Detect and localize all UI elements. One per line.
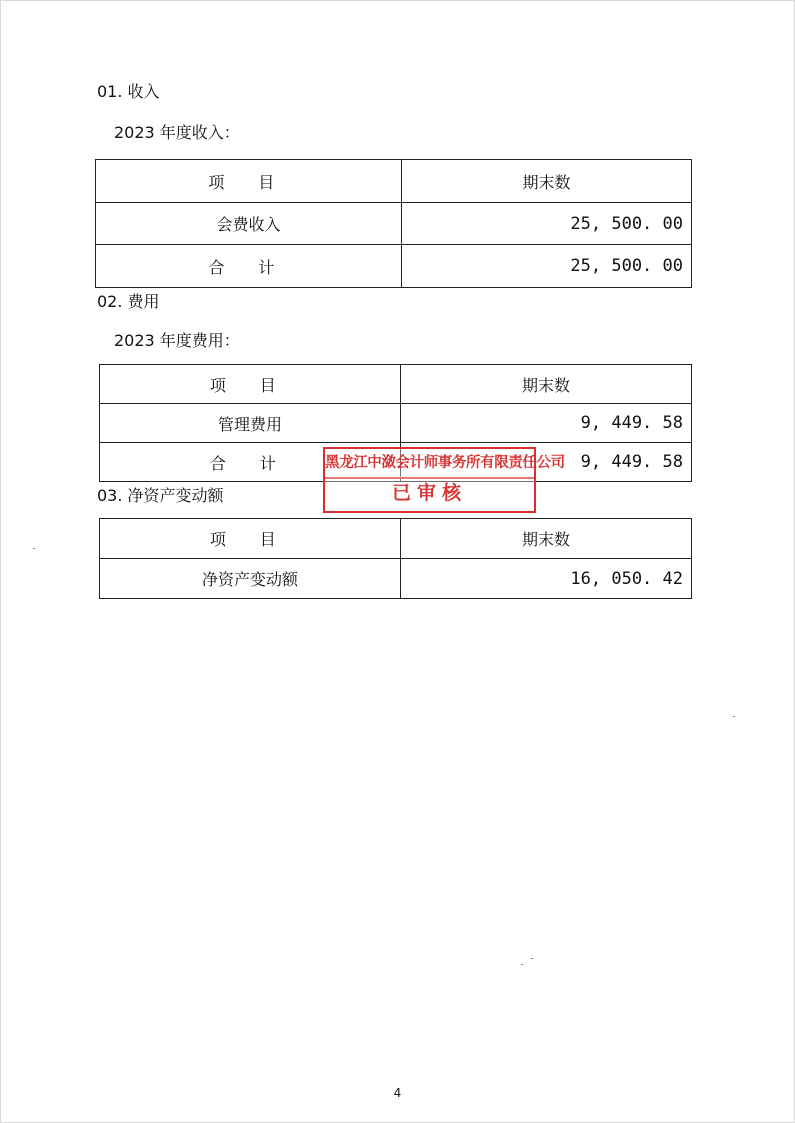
row-value: 9, 449. 58	[401, 404, 692, 443]
row-label: 净资产变动额	[100, 559, 401, 599]
section1-heading: 01. 收入	[97, 82, 160, 101]
header-item: 项 目	[100, 519, 401, 559]
table-row-total	[100, 443, 692, 482]
table-row	[96, 203, 692, 245]
table-header-row	[100, 365, 692, 404]
row-label: 管理费用	[100, 404, 401, 443]
header-period-end: 期末数	[401, 365, 692, 404]
table-header-row	[96, 160, 692, 203]
row-value: 25, 500. 00	[402, 203, 692, 245]
page-number: 4	[393, 1086, 402, 1100]
section2-subheading: 2023 年度费用：	[114, 331, 240, 350]
stamp-firm-name: 黑龙江中潋会计师事务所有限责任公司	[323, 447, 536, 479]
table-header-row	[100, 519, 692, 559]
table-row-total	[96, 245, 692, 288]
row-value: 9, 449. 58	[401, 443, 692, 482]
expense-table	[99, 364, 692, 482]
header-item: 项 目	[96, 160, 402, 203]
section2-heading: 02. 费用	[97, 292, 160, 311]
row-value: 16, 050. 42	[401, 559, 692, 599]
scan-speck	[733, 716, 735, 717]
scan-speck	[33, 548, 35, 549]
header-period-end: 期末数	[402, 160, 692, 203]
row-label: 合 计	[100, 443, 401, 482]
table-row	[100, 404, 692, 443]
income-table	[95, 159, 692, 288]
section3-heading: 03. 净资产变动额	[97, 486, 224, 505]
net-assets-table	[99, 518, 692, 599]
row-label: 合 计	[96, 245, 402, 288]
header-period-end: 期末数	[401, 519, 692, 559]
scan-speck	[521, 964, 523, 965]
stamp-audited-label: 已审核	[323, 476, 536, 513]
section1-subheading: 2023 年度收入：	[114, 123, 240, 142]
table-row	[100, 559, 692, 599]
scan-speck	[531, 958, 533, 959]
row-label: 会费收入	[96, 203, 402, 245]
header-item: 项 目	[100, 365, 401, 404]
row-value: 25, 500. 00	[402, 245, 692, 288]
